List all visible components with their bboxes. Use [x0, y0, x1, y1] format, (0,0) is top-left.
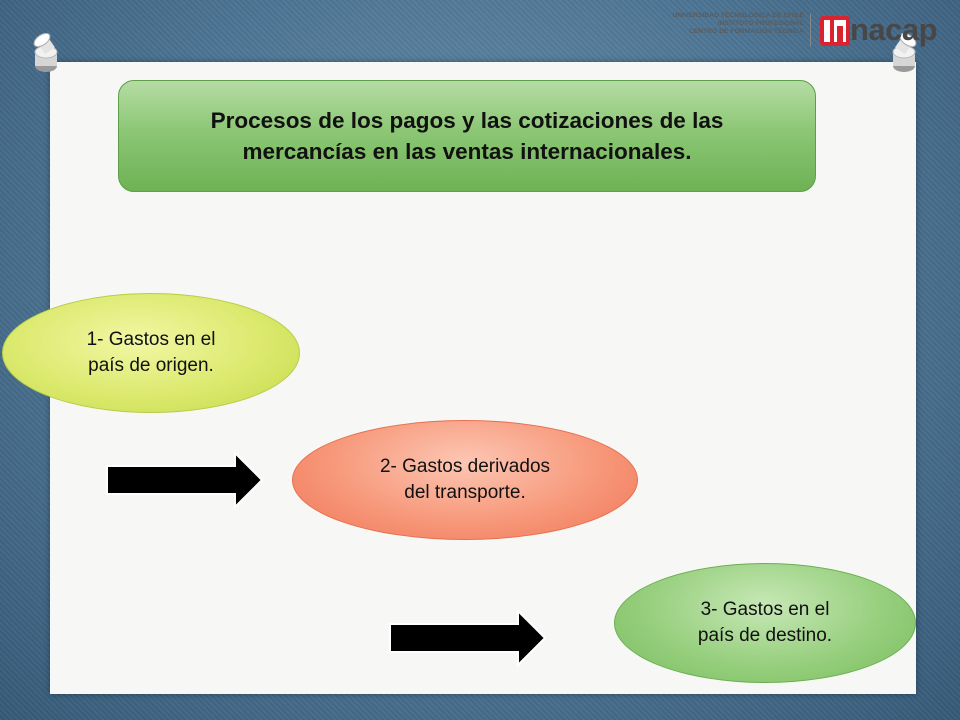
- logo-wordmark: nacap: [850, 12, 938, 47]
- pushpin-icon: [26, 30, 66, 90]
- right-arrow-icon: [105, 450, 265, 510]
- inacap-mark-icon: [820, 16, 850, 46]
- logo-line: INSTITUTO PROFESIONAL: [717, 20, 804, 27]
- diagram-title: Procesos de los pagos y las cotizaciones de las mercancías en las ventas internacionales.: [210, 108, 724, 164]
- logo-line: UNIVERSIDAD TECNOLÓGICA DE CHILE: [672, 12, 804, 19]
- right-arrow-icon: [388, 608, 548, 668]
- step-3-oval: [614, 563, 916, 683]
- step-3-line-2: país de destino.: [697, 625, 833, 646]
- step-3-line-1: 3- Gastos en el: [700, 599, 830, 620]
- step-2-line-2: del transporte.: [404, 482, 526, 503]
- step-1-line-2: país de origen.: [88, 355, 214, 376]
- title-box: [118, 80, 816, 192]
- step-2-line-1: 2- Gastos derivados: [379, 456, 551, 477]
- inacap-logo: [668, 12, 948, 48]
- logo-line: CENTRO DE FORMACIÓN TÉCNICA: [688, 28, 804, 35]
- step-1-line-1: 1- Gastos en el: [86, 329, 216, 350]
- logo-divider: [810, 14, 811, 46]
- step-1-oval: [2, 293, 300, 413]
- step-2-oval: [292, 420, 638, 540]
- logo-institution-text: [668, 12, 804, 36]
